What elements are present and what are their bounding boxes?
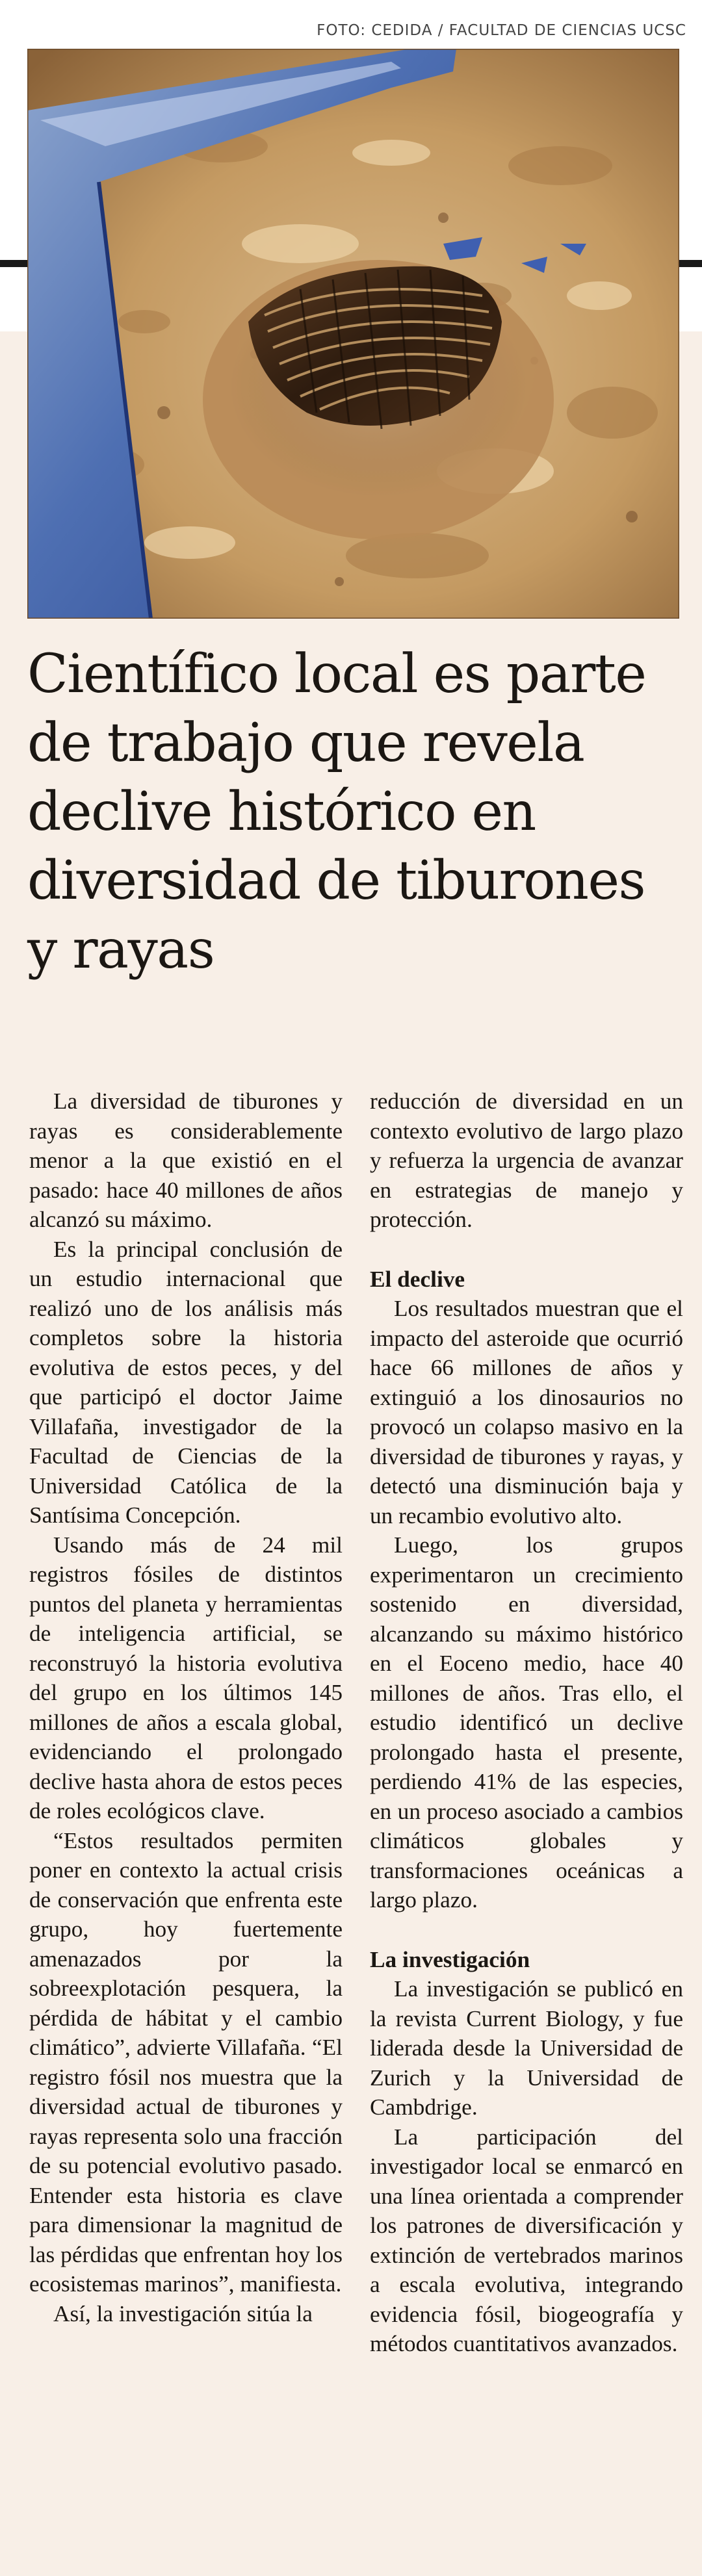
body-paragraph: La investigación se publicó en la revista Current Biology, y fue liderada desde la Universidad de Zurich y la Universidad de Cambdrige. bbox=[370, 1976, 683, 2120]
section-rule-right bbox=[679, 260, 702, 267]
body-paragraph: Los resultados muestran que el impacto del asteroide que ocurrió hace 66 millones de años y extinguió a los dinosaurios no provocó un colapso masivo en la diversidad de tiburones y rayas, y detectó una disminución baja y un recambio evolutivo alto. bbox=[370, 1296, 683, 1528]
section-heading-research: La investigación bbox=[370, 1946, 530, 1972]
body-paragraph: La diversidad de tiburones y rayas es considerablemente menor a la que existió en el pasado: hace 40 millones de años alcanzó su máximo. bbox=[29, 1088, 343, 1232]
body-paragraph: “Estos resultados permiten poner en contexto la actual crisis de conservación que enfrenta este grupo, hoy fuertemente amenazados por la sobreexplotación pesquera, la pérdida de hábitat y el cambio climático”, advierte Villafaña. “El registro fósil nos muestra que la diversidad actual de tiburones y rayas representa solo una fracción de su potencial evolutivo pasado. Entender esta historia es clave para dimensionar la magnitud de las pérdidas que enfrentan hoy los ecosistemas marinos”, manifiesta. bbox=[29, 1827, 343, 2297]
section-rule-left bbox=[0, 260, 27, 267]
article-column-left bbox=[29, 1087, 343, 2328]
body-paragraph: Así, la investigación sitúa la bbox=[53, 2300, 313, 2326]
body-paragraph: Usando más de 24 mil registros fósiles de distintos puntos del planeta y herramientas de inteligencia artificial, se reconstruyó la historia evolutiva del grupo en los últimos 145 millones de años a escala global, evidenciando el prolongado declive hasta ahora de estos peces de roles ecológicos clave. bbox=[29, 1532, 343, 1823]
fossil-photo bbox=[27, 49, 679, 619]
body-paragraph: Es la principal conclusión de un estudio internacional que realizó uno de los análisis más completos sobre la historia evolutiva de estos peces, y del que participó el doctor Jaime Villafaña, investigador de la Facultad de Ciencias de la Universidad Católica de la Santísima Concepción. bbox=[29, 1236, 343, 1528]
body-paragraph: Luego, los grupos experimentaron un crecimiento sostenido en diversidad, alcanzando su máximo histórico en el Eoceno medio, hace 40 millones de años. Tras ello, el estudio identificó un declive prolongado hasta el presente, perdiendo 41% de las especies, en un proceso asociado a cambios climáticos globales y transformaciones oceánicas a largo plazo. bbox=[370, 1532, 683, 1913]
body-paragraph-continued: reducción de diversidad en un contexto evolutivo de largo plazo y refuerza la urgencia de avanzar en estrategias de manejo y protección. bbox=[370, 1088, 683, 1232]
photo-credit: FOTO: CEDIDA / FACULTAD DE CIENCIAS UCSC bbox=[317, 22, 686, 39]
section-heading-decline: El declive bbox=[370, 1266, 465, 1292]
article-column-right bbox=[370, 1087, 683, 2359]
body-paragraph: La participación del investigador local se enmarcó en una línea orientada a comprender los patrones de diversificación y extinción de vertebrados marinos a escala evolutiva, integrando evidencia fósil, biogeografía y métodos cuantitativos avanzados. bbox=[370, 2124, 683, 2356]
headline: Científico local es parte de trabajo que revela declive histórico en diversidad de tiburones y rayas bbox=[27, 643, 646, 981]
